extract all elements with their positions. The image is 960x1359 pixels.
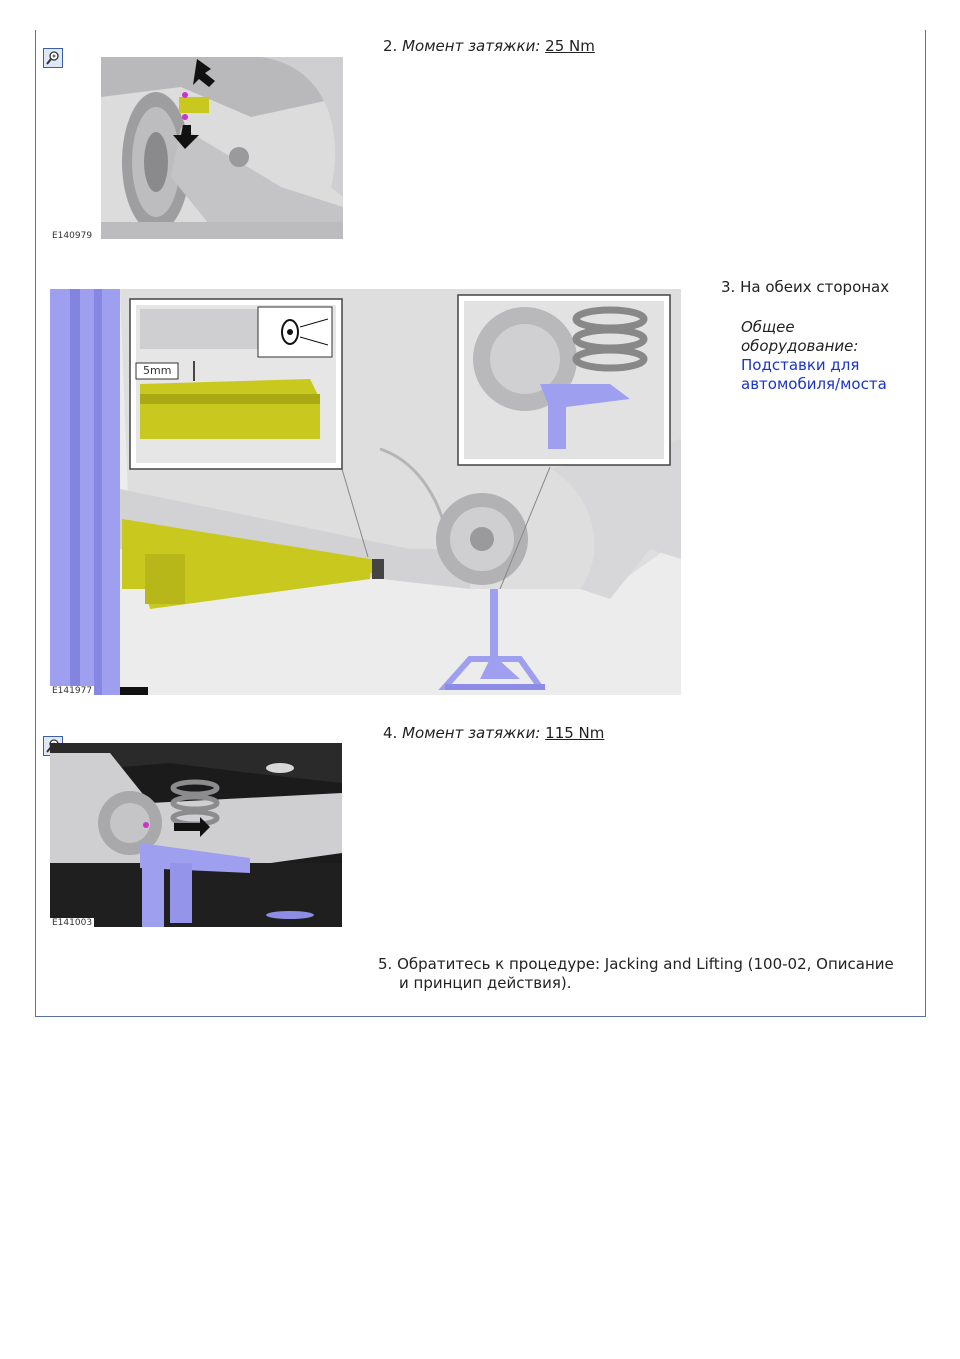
step-number: 4. bbox=[383, 724, 398, 742]
figure-step-2 bbox=[101, 57, 343, 239]
step-4 bbox=[383, 724, 604, 743]
step-text-line2: и принцип действия). bbox=[399, 974, 572, 992]
torque-value: 25 Nm bbox=[545, 37, 595, 55]
step-2 bbox=[383, 37, 595, 56]
figure-code: E140979 bbox=[52, 231, 93, 241]
callout-label: 5mm bbox=[143, 364, 172, 377]
torque-label: Момент затяжки: bbox=[402, 37, 541, 55]
step-text: На обеих сторонах bbox=[740, 278, 890, 296]
torque-label: Момент затяжки: bbox=[402, 724, 541, 742]
step-number: 2. bbox=[383, 37, 398, 55]
figure-code: E141003 bbox=[52, 918, 93, 928]
step-5 bbox=[378, 955, 918, 993]
figure-step-4 bbox=[50, 743, 342, 927]
step-text-line1: Обратитесь к процедуре: Jacking and Lifting (100-02, Описание bbox=[397, 955, 894, 973]
figure-code: E141977 bbox=[52, 686, 93, 696]
step-3 bbox=[721, 278, 889, 297]
equipment-link[interactable]: Подставки для автомобиля/моста bbox=[741, 356, 887, 393]
figure-step-3 bbox=[50, 289, 681, 695]
torque-value: 115 Nm bbox=[545, 724, 605, 742]
step-number: 5. bbox=[378, 955, 393, 973]
zoom-icon[interactable] bbox=[43, 48, 63, 68]
equipment-block bbox=[741, 318, 911, 394]
equipment-title: Общее оборудование: bbox=[741, 318, 859, 355]
step-number: 3. bbox=[721, 278, 736, 296]
